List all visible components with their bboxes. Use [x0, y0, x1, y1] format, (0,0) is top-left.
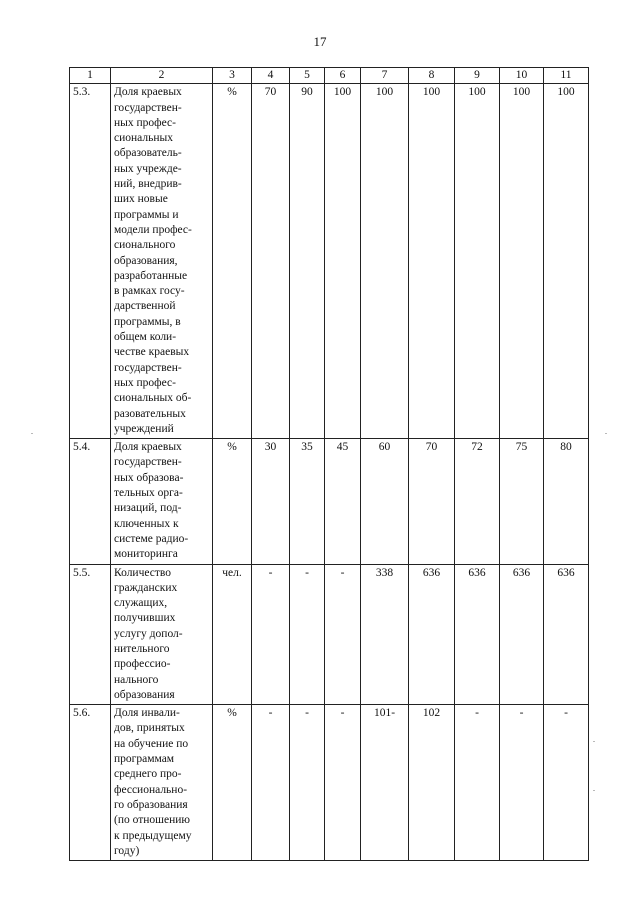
- indicator-name: Доля краевых государствен- ных образова- тельных орга- низаций, под- ключенных к системе радио- мониторинга: [111, 439, 213, 564]
- table-header-row: [70, 68, 589, 84]
- unit-cell: чел.: [213, 564, 252, 705]
- value-cell: -: [544, 705, 589, 861]
- value-cell: 70: [252, 84, 290, 439]
- header-cell: 7: [361, 68, 409, 84]
- header-cell: 8: [409, 68, 455, 84]
- header-cell: 1: [70, 68, 111, 84]
- value-cell: -: [290, 564, 325, 705]
- scan-speck: [593, 741, 595, 742]
- value-cell: 100: [409, 84, 455, 439]
- header-cell: 5: [290, 68, 325, 84]
- value-cell: 45: [325, 439, 361, 564]
- value-cell: 80: [544, 439, 589, 564]
- page-number: 17: [313, 34, 327, 49]
- indicator-name: Доля краевых государствен- ных профес- сиональных образователь- ных учрежде- ний, внедрив- ших новые программы и модели профес- сионального образования, разработанные в рамках госу- дарственной программы, в общем коли- честве краевых государствен- ных профес- сиональных об- разовательных учреждений: [111, 84, 213, 439]
- value-cell: -: [252, 564, 290, 705]
- table-row: [70, 84, 589, 439]
- value-cell: 101-: [361, 705, 409, 861]
- value-cell: 90: [290, 84, 325, 439]
- value-cell: 100: [544, 84, 589, 439]
- row-number: 5.6.: [70, 705, 111, 861]
- value-cell: 100: [361, 84, 409, 439]
- value-cell: 338: [361, 564, 409, 705]
- unit-cell: %: [213, 84, 252, 439]
- row-number: 5.5.: [70, 564, 111, 705]
- header-cell: 3: [213, 68, 252, 84]
- header-cell: 11: [544, 68, 589, 84]
- value-cell: 70: [409, 439, 455, 564]
- value-cell: 100: [500, 84, 544, 439]
- table-row: [70, 564, 589, 705]
- value-cell: -: [455, 705, 500, 861]
- value-cell: 100: [325, 84, 361, 439]
- value-cell: -: [252, 705, 290, 861]
- value-cell: 100: [455, 84, 500, 439]
- indicators-table: [69, 67, 589, 861]
- value-cell: -: [500, 705, 544, 861]
- value-cell: 636: [409, 564, 455, 705]
- value-cell: 60: [361, 439, 409, 564]
- scan-speck: [31, 433, 33, 434]
- value-cell: -: [290, 705, 325, 861]
- row-number: 5.3.: [70, 84, 111, 439]
- scan-speck: [605, 433, 607, 434]
- value-cell: 30: [252, 439, 290, 564]
- value-cell: 102: [409, 705, 455, 861]
- row-number: 5.4.: [70, 439, 111, 564]
- value-cell: 75: [500, 439, 544, 564]
- value-cell: -: [325, 705, 361, 861]
- table-row: [70, 439, 589, 564]
- value-cell: 72: [455, 439, 500, 564]
- header-cell: 2: [111, 68, 213, 84]
- header-cell: 10: [500, 68, 544, 84]
- header-cell: 6: [325, 68, 361, 84]
- value-cell: 636: [455, 564, 500, 705]
- value-cell: -: [325, 564, 361, 705]
- header-cell: 9: [455, 68, 500, 84]
- value-cell: 636: [544, 564, 589, 705]
- value-cell: 35: [290, 439, 325, 564]
- indicator-name: Количество гражданских служащих, получивших услугу допол- нительного профессио- нального образования: [111, 564, 213, 705]
- header-cell: 4: [252, 68, 290, 84]
- scan-speck: [593, 790, 595, 791]
- unit-cell: %: [213, 439, 252, 564]
- table-row: [70, 705, 589, 861]
- value-cell: 636: [500, 564, 544, 705]
- unit-cell: %: [213, 705, 252, 861]
- indicator-name: Доля инвали- дов, принятых на обучение по программам среднего про- фессионально- го образования (по отношению к предыдущему году): [111, 705, 213, 861]
